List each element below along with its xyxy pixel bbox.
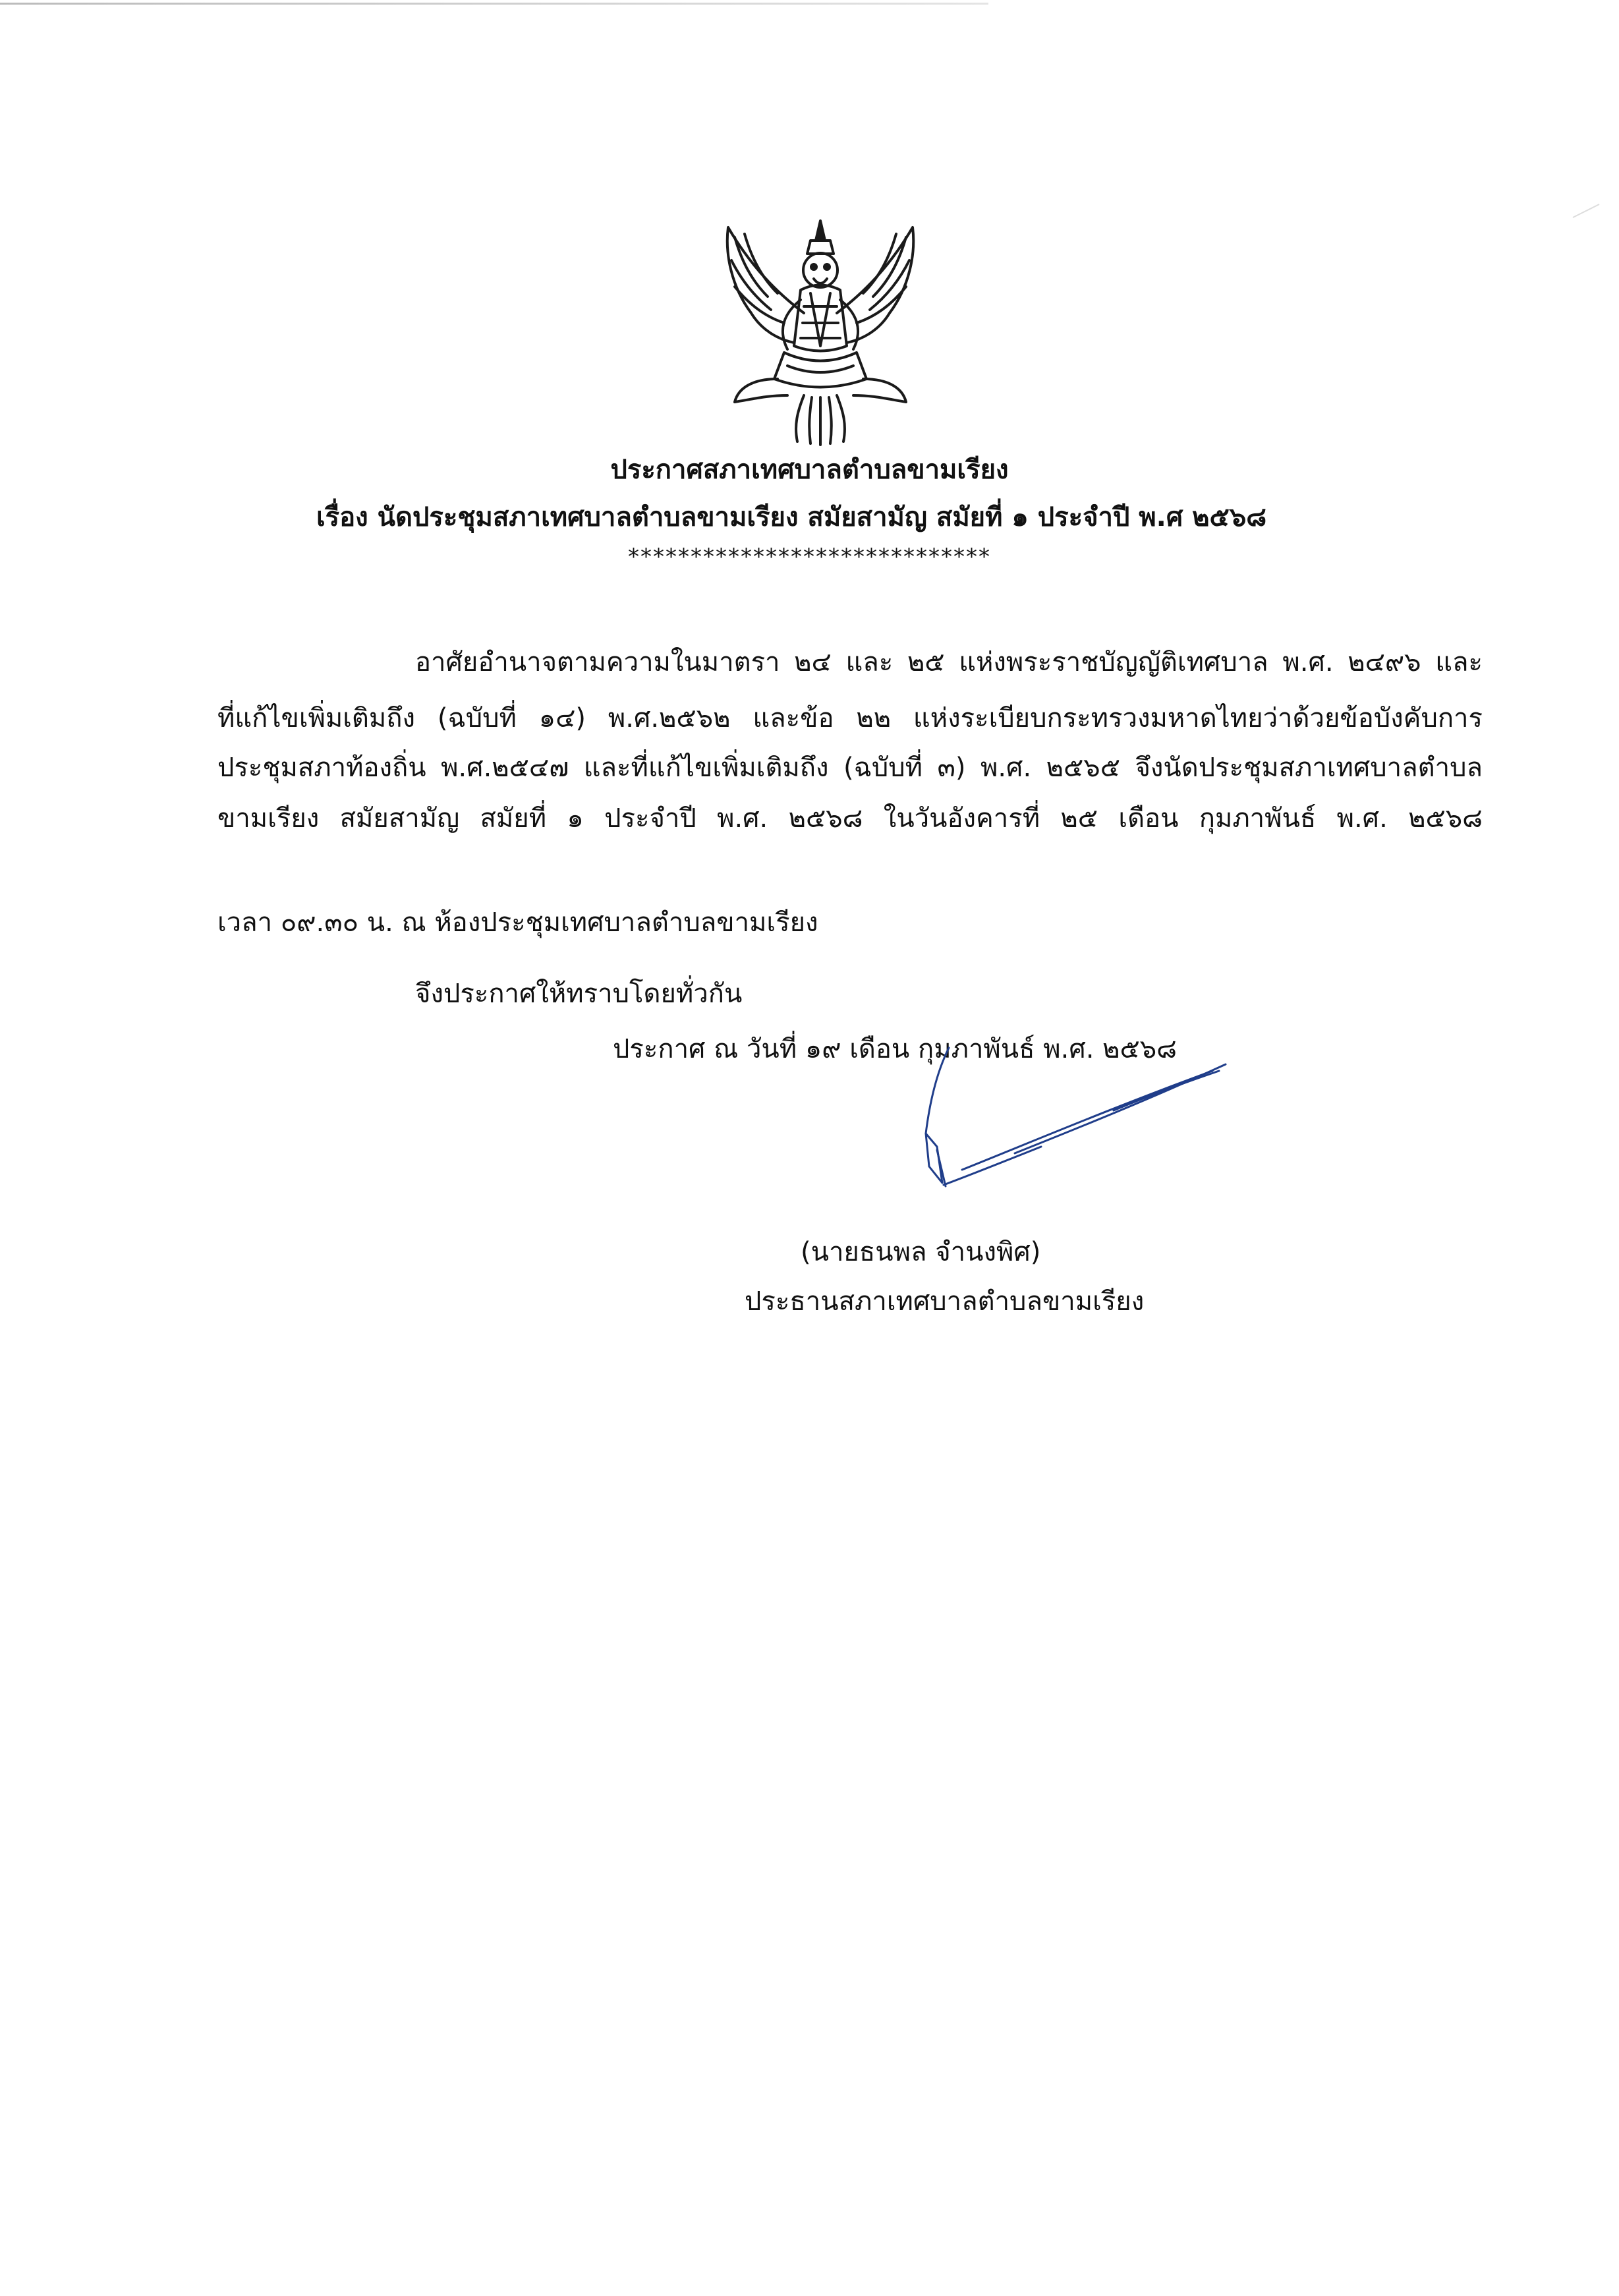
body-line-4: ขามเรียง สมัยสามัญ สมัยที่ ๑ ประจำปี พ.ศ. ๒๕๖๘ ในวันอังคารที่ ๒๕ เดือน กุมภาพันธ์ พ.ศ. ๒๕๖๘ (217, 803, 1483, 834)
signature-icon (896, 1035, 1252, 1219)
scan-edge-line (0, 3, 988, 5)
announcement-date: ประกาศ ณ วันที่ ๑๙ เดือน กุมภาพันธ์ พ.ศ. ๒๕๖๘ (613, 1034, 1178, 1064)
notification-line: จึงประกาศให้ทราบโดยทั่วกัน (415, 979, 743, 1009)
scan-mark-icon (1566, 198, 1606, 224)
announcement-subject: เรื่อง นัดประชุมสภาเทศบาลตำบลขามเรียง สมัยสามัญ สมัยที่ ๑ ประจำปี พ.ศ ๒๕๖๘ (316, 502, 1267, 532)
body-line-3: ประชุมสภาท้องถิ่น พ.ศ.๒๕๔๗ และที่แก้ไขเพิ่มเติมถึง (ฉบับที่ ๓) พ.ศ. ๒๕๖๕ จึงนัดประชุมสภาเทศบาลตำบล (217, 753, 1483, 783)
body-line-1: อาศัยอำนาจตามความในมาตรา ๒๔ และ ๒๕ แห่งพระราชบัญญัติเทศบาล พ.ศ. ๒๔๙๖ และ (415, 647, 1483, 677)
signatory-name: (นายธนพล จำนงพิศ) (801, 1237, 1041, 1267)
garuda-emblem-icon (705, 214, 936, 451)
separator-line: ***************************** (628, 544, 991, 570)
body-line-5: เวลา ๐๙.๓๐ น. ณ ห้องประชุมเทศบาลตำบลขามเรียง (217, 907, 818, 938)
signatory-title: ประธานสภาเทศบาลตำบลขามเรียง (745, 1286, 1145, 1317)
announcement-title: ประกาศสภาเทศบาลตำบลขามเรียง (610, 455, 1009, 485)
body-line-2: ที่แก้ไขเพิ่มเติมถึง (ฉบับที่ ๑๔) พ.ศ.๒๕๖๒ และข้อ ๒๒ แห่งระเบียบกระทรวงมหาดไทยว่าด้วยข้อบังคับการ (217, 703, 1483, 733)
